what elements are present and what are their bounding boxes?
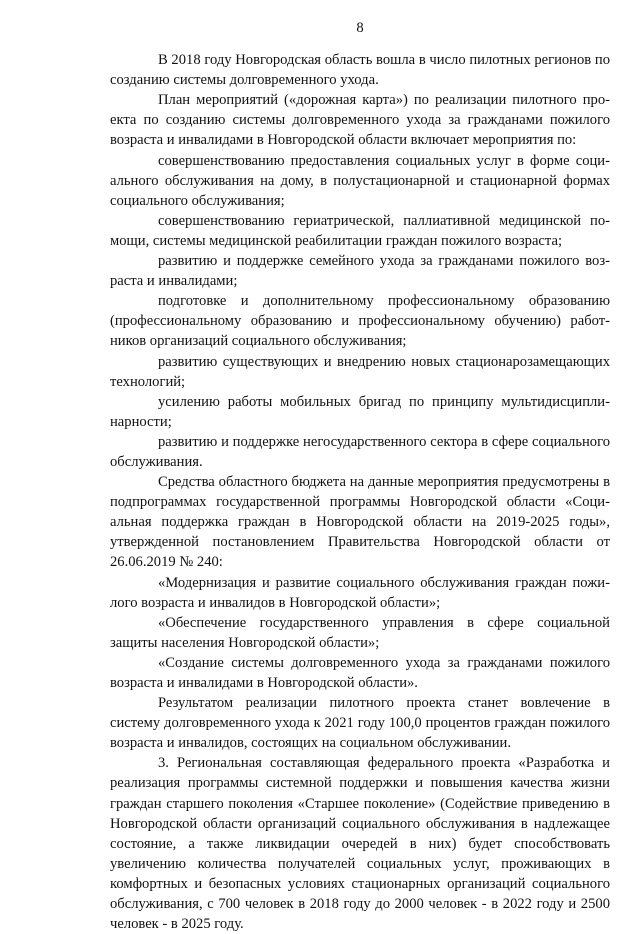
list-item-replacement-technologies: развитию существующих и внедрению новых стационарозамещающих технологий; — [110, 353, 610, 390]
paragraph-regional-component: 3. Региональная составляющая федерального проекта «Разработка и реализация программы системной поддержки и повышения качества жизни граждан старшего поколения «Старшее поколение» (Содействие приведению в Новгородской области организаций социального обслуживания в надлежащее состояние, а также ликвидации очередей в них) будет способствовать увеличению количества получателей социальных услуг, проживающих в комфортных и безопасных условиях стационарных организаций социального обслуживания, с 700 человек в 2018 году до 2000 человек - в 2022 году и 2500 человек - в 2025 году. — [110, 755, 610, 933]
paragraph-budget: Средства областного бюджета на данные мероприятия предусмотрены в подпрограммах государственной программы Новгородской области «Социальная поддержка граждан в Новгородской области на 2019-2025 годы», утвержденной постановлением Правительства Новгородской области от 26.06.2019 № 240: — [110, 474, 610, 571]
paragraph-result: Результатом реализации пилотного проекта станет вовлечение в систему долговременного ухода к 2021 году 100,0 процентов граждан пожилого возраста и инвалидов, состоящих на социальном обслуживании. — [110, 695, 610, 752]
list-item-nongovernmental-sector: развитию и поддержке негосударственного сектора в сфере социального обслуживания. — [110, 433, 610, 470]
paragraph-roadmap: План мероприятий («дорожная карта») по реализации пилотного проекта по созданию системы долговременного ухода за гражданами пожилого возраста и инвалидами в Новгородской области включает мероприятия по: — [110, 92, 610, 149]
subprogram-long-term-care: «Создание системы долговременного ухода за гражданами пожилого возраста и инвалидами в Новгородской области». — [110, 654, 610, 691]
paragraph-pilot-region: В 2018 году Новгородская область вошла в число пилотных регионов по созданию системы долговременного ухода. — [110, 52, 610, 89]
page-number: 8 — [356, 20, 364, 36]
subprogram-state-management: «Обеспечение государственного управления в сфере социальной защиты населения Новгородской области»; — [110, 614, 610, 651]
list-item-family-care: развитию и поддержке семейного ухода за гражданами пожилого возраста и инвалидами; — [110, 253, 610, 290]
document-page — [110, 18, 610, 934]
subprogram-modernization: «Модернизация и развитие социального обслуживания граждан пожилого возраста и инвалидов в Новгородской области»; — [110, 574, 610, 611]
list-item-training: подготовке и дополнительному профессиональному образованию (профессиональному образованию и профессиональному обучению) работников организаций социального обслуживания; — [110, 293, 610, 350]
list-item-geriatric-care: совершенствованию гериатрической, паллиативной медицинской помощи, системы медицинской реабилитации граждан пожилого возраста; — [110, 212, 610, 249]
list-item-social-services: совершенствованию предоставления социальных услуг в форме социального обслуживания на дому, в полустационарной и стационарной формах социального обслуживания; — [110, 152, 610, 209]
list-item-mobile-teams: усилению работы мобильных бригад по принципу мультидисциплинарности; — [110, 393, 610, 430]
